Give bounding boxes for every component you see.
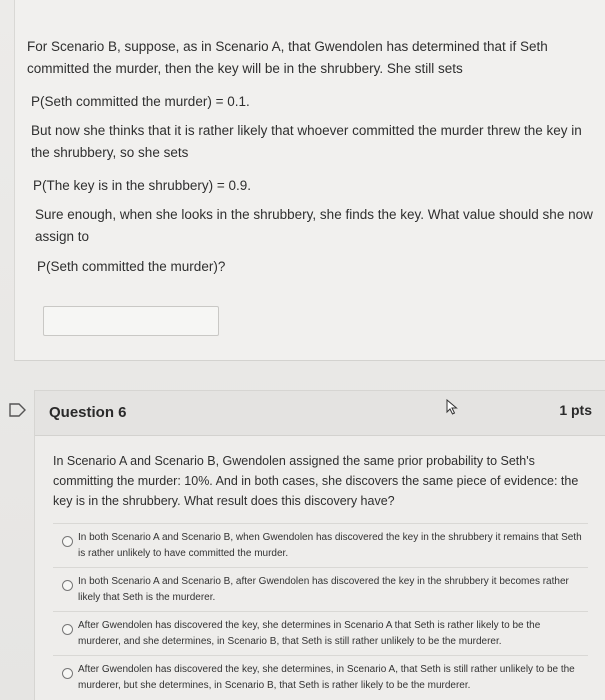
radio-button[interactable] [62,536,73,547]
question-5-prob-2: P(The key is in the shrubbery) = 0.9. [33,178,251,193]
option-3[interactable] [53,611,588,656]
radio-button[interactable] [62,624,73,635]
question-6-text: In Scenario A and Scenario B, Gwendolen assigned the same prior probability to Seth's committing the murder: 10%. And in both cases, she discovers the same piece of evidence: the key is in the shrubbery. What result does this discovery have? [53,454,579,508]
question-title: Question 6 [49,404,127,421]
question-5-paragraph-1: For Scenario B, suppose, as in Scenario A, that Gwendolen has determined that if Seth committed the murder, then the key will be in the shrubbery. She still sets [27,39,548,76]
mouse-pointer-icon [446,399,458,415]
option-2[interactable] [53,567,588,612]
option-4[interactable] [53,655,588,700]
option-label: In both Scenario A and Scenario B, after Gwendolen has discovered the key in the shrubbery it becomes rather likely that Seth is the murderer. [78,576,569,603]
question-points: 1 pts [559,402,592,418]
question-6-card [34,390,605,700]
flag-outline-icon[interactable] [9,403,27,417]
radio-button[interactable] [62,668,73,679]
question-5-prob-1: P(Seth committed the murder) = 0.1. [31,94,250,109]
option-label: In both Scenario A and Scenario B, when Gwendolen has discovered the key in the shrubbery it remains that Seth is rather unlikely to have committed the murder. [78,532,582,559]
question-5-paragraph-2: But now she thinks that it is rather likely that whoever committed the murder threw the key in the shrubbery, so she sets [31,123,582,160]
option-label: After Gwendolen has discovered the key, she determines in Scenario A that Seth is rather likely to be the murderer, and she determines, in Scenario B, that Seth is still rather unlikely to be the murderer. [78,620,541,647]
question-6-header [35,391,605,436]
option-1[interactable] [53,523,588,568]
question-5-prob-3: P(Seth committed the murder)? [37,259,226,274]
radio-button[interactable] [62,580,73,591]
divider [14,360,605,361]
answer-input[interactable] [43,306,219,336]
question-5-paragraph-3: Sure enough, when she looks in the shrubbery, she finds the key. What value should she now assign to [35,207,593,244]
option-label: After Gwendolen has discovered the key, she determines, in Scenario A, that Seth is still rather unlikely to be the murderer, but she determines, in Scenario B, that Seth is rather likely to be the murderer. [78,664,575,691]
